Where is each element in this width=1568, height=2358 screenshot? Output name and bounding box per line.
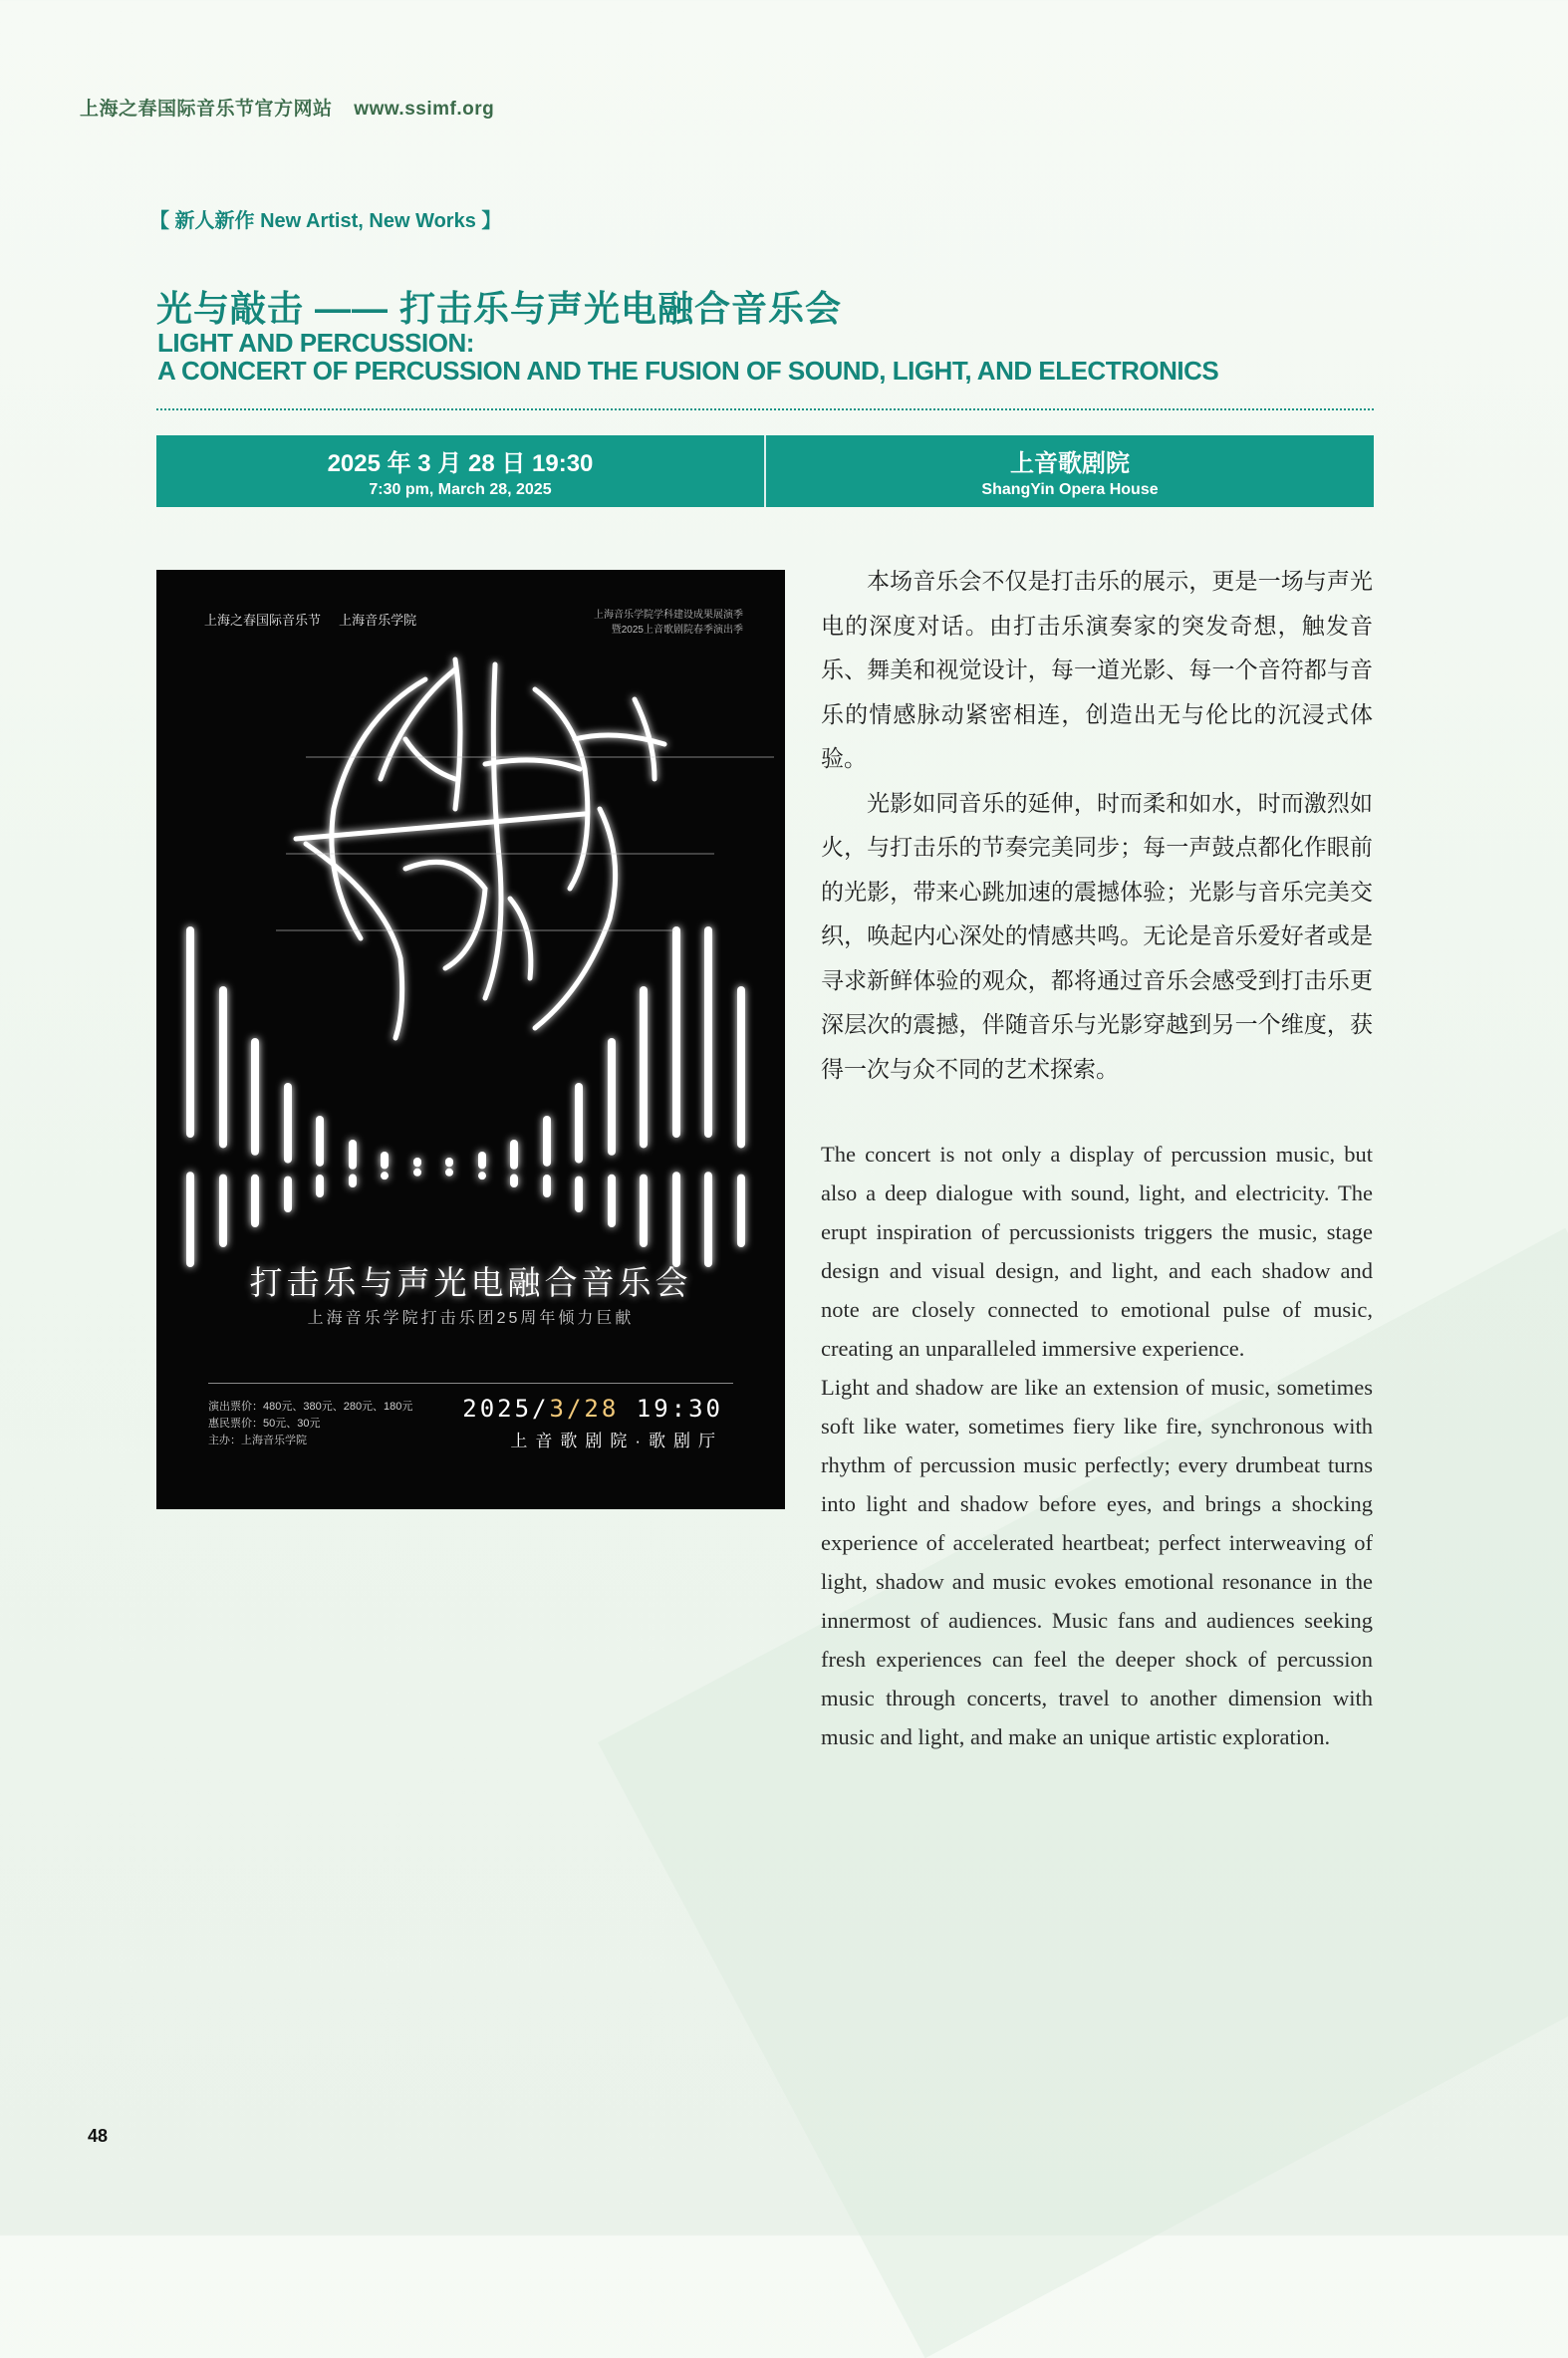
light-bar [284, 1083, 292, 1164]
light-bar [478, 1152, 486, 1169]
light-bar [381, 1152, 389, 1169]
light-bar [704, 1172, 712, 1267]
light-bar [672, 926, 680, 1138]
event-venue-zh: 上音歌剧院 [1010, 450, 1130, 477]
light-bar [737, 986, 745, 1148]
light-bar [251, 1038, 259, 1156]
body-zh-paragraph-1: 本场音乐会不仅是打击乐的展示，更是一场与声光电的深度对话。由打击乐演奏家的突发奇想，触发音乐、舞美和视觉设计，每一道光影、每一个音符都与音乐的情感脉动紧密相连，创造出无与伦比的沉浸式体验。 [821, 568, 1373, 771]
logo-festival: 上海之春国际音乐节 [204, 614, 322, 629]
title-en-line2: A CONCERT OF PERCUSSION AND THE FUSION OF SOUND, LIGHT, AND ELECTRONICS [157, 356, 1219, 386]
light-bar [575, 1083, 583, 1164]
light-bar [704, 926, 712, 1138]
poster-price-line1: 演出票价：480元、380元、280元、180元 [208, 1401, 413, 1413]
light-bar [510, 1140, 518, 1170]
light-bar [186, 1172, 194, 1267]
light-bar [543, 1175, 551, 1197]
light-bar [413, 1158, 421, 1167]
poster-date-day: 3/28 [549, 1395, 620, 1423]
poster-venue: 上音歌剧院·歌剧厅 [510, 1432, 723, 1450]
event-venue-cell [766, 435, 1374, 507]
site-name: 上海之春国际音乐节官方网站 [80, 99, 333, 120]
body-text-zh [821, 559, 1373, 1091]
light-bar [445, 1158, 453, 1167]
headline-calligraphy [296, 659, 664, 1038]
title-en-line1: LIGHT AND PERCUSSION: [157, 328, 474, 358]
page-number: 48 [88, 2126, 109, 2146]
poster-date-time: 19:30 [619, 1395, 723, 1423]
concert-poster [156, 570, 785, 1509]
site-url[interactable]: www.ssimf.org [354, 99, 495, 120]
light-bar [219, 1175, 227, 1247]
light-bar [251, 1175, 259, 1227]
light-bar [186, 926, 194, 1138]
poster-divider [208, 1383, 733, 1384]
light-bar [381, 1172, 389, 1179]
light-bar [478, 1172, 486, 1179]
poster-price-line2: 惠民票价：50元、30元 [208, 1418, 321, 1430]
light-bar [413, 1169, 421, 1177]
poster-logos [204, 610, 430, 629]
glowing-bars [186, 926, 745, 1267]
section-tag: 【 新人新作 New Artist, New Works 】 [149, 210, 502, 232]
light-bar [608, 1175, 616, 1227]
poster-title: 打击乐与声光电融合音乐会 [249, 1264, 692, 1301]
light-bar [737, 1175, 745, 1247]
page-title-zh: 光与敲击 —— 打击乐与声光电融合音乐会 [156, 288, 843, 329]
light-bar [608, 1038, 616, 1156]
poster-note-line2: 暨2025上音歌剧院春季演出季 [611, 625, 743, 636]
light-bar [316, 1175, 324, 1197]
light-bar [349, 1140, 357, 1170]
poster-artwork [156, 570, 785, 1509]
body-en-paragraph-2: Light and shadow are like an extension of music, sometimes soft like water, sometimes fiery like fire, synchronous with rhythm of percussion music perfectly; every drumbeat turns into light and shadow before eyes, and brings a shocking experience of accelerated heartbeat; perfect interweaving of light, shadow and music evokes emotional resonance in the innermost of audiences. Music fans and audiences seeking fresh experiences can feel the deeper shock of percussion music through concerts, travel to another dimension with music and light, and make an unique artistic exploration. [821, 1375, 1373, 1749]
light-bar [316, 1116, 324, 1167]
light-bar [543, 1116, 551, 1167]
site-header [80, 94, 494, 121]
light-bar [510, 1175, 518, 1187]
light-bar [349, 1175, 357, 1187]
poster-note-line1: 上海音乐学院学科建设成果展演季 [594, 610, 743, 621]
dotted-divider [156, 408, 1374, 410]
poster-date [462, 1395, 723, 1423]
event-date-en: 7:30 pm, March 28, 2025 [369, 481, 552, 498]
poster-price-line3: 主办：上海音乐学院 [208, 1435, 307, 1446]
poster-subtitle: 上海音乐学院打击乐团25周年倾力巨献 [307, 1310, 635, 1327]
light-bar [640, 986, 648, 1148]
body-en-paragraph-1: The concert is not only a display of percussion music, but also a deep dialogue with sound, light, and electricity. The erupt inspiration of percussionists triggers the music, stage design and visual design, and light, and each shadow and note are closely connected to emotional pulse of music, creating an unparalleled immersive experience. [821, 1142, 1373, 1361]
page-title-en [157, 329, 1218, 385]
poster-date-year: 2025/ [462, 1395, 550, 1423]
body-text-en [821, 1135, 1373, 1756]
poster-top-note [554, 608, 743, 638]
light-bar [672, 1172, 680, 1267]
event-date-cell [156, 435, 766, 507]
poster-price-info [208, 1399, 412, 1449]
scan-lines [276, 757, 774, 930]
event-venue-en: ShangYin Opera House [981, 481, 1159, 498]
light-bar [640, 1175, 648, 1247]
body-zh-paragraph-2: 光影如同音乐的延伸，时而柔和如水，时而激烈如火，与打击乐的节奏完美同步；每一声鼓点都化作眼前的光影，带来心跳加速的震撼体验；光影与音乐完美交织，唤起内心深处的情感共鸣。无论是音乐爱好者或是寻求新鲜体验的观众，都将通过音乐会感受到打击乐更深层次的震撼，伴随音乐与光影穿越到另一个维度，获得一次与众不同的艺术探索。 [821, 789, 1373, 1082]
light-bar [219, 986, 227, 1148]
light-bar [284, 1177, 292, 1212]
light-bar [445, 1169, 453, 1177]
event-info-bar [156, 435, 1374, 507]
logo-conservatory: 上海音乐学院 [339, 614, 417, 629]
light-bar [575, 1177, 583, 1212]
event-date-zh: 2025 年 3 月 28 日 19:30 [327, 450, 594, 477]
